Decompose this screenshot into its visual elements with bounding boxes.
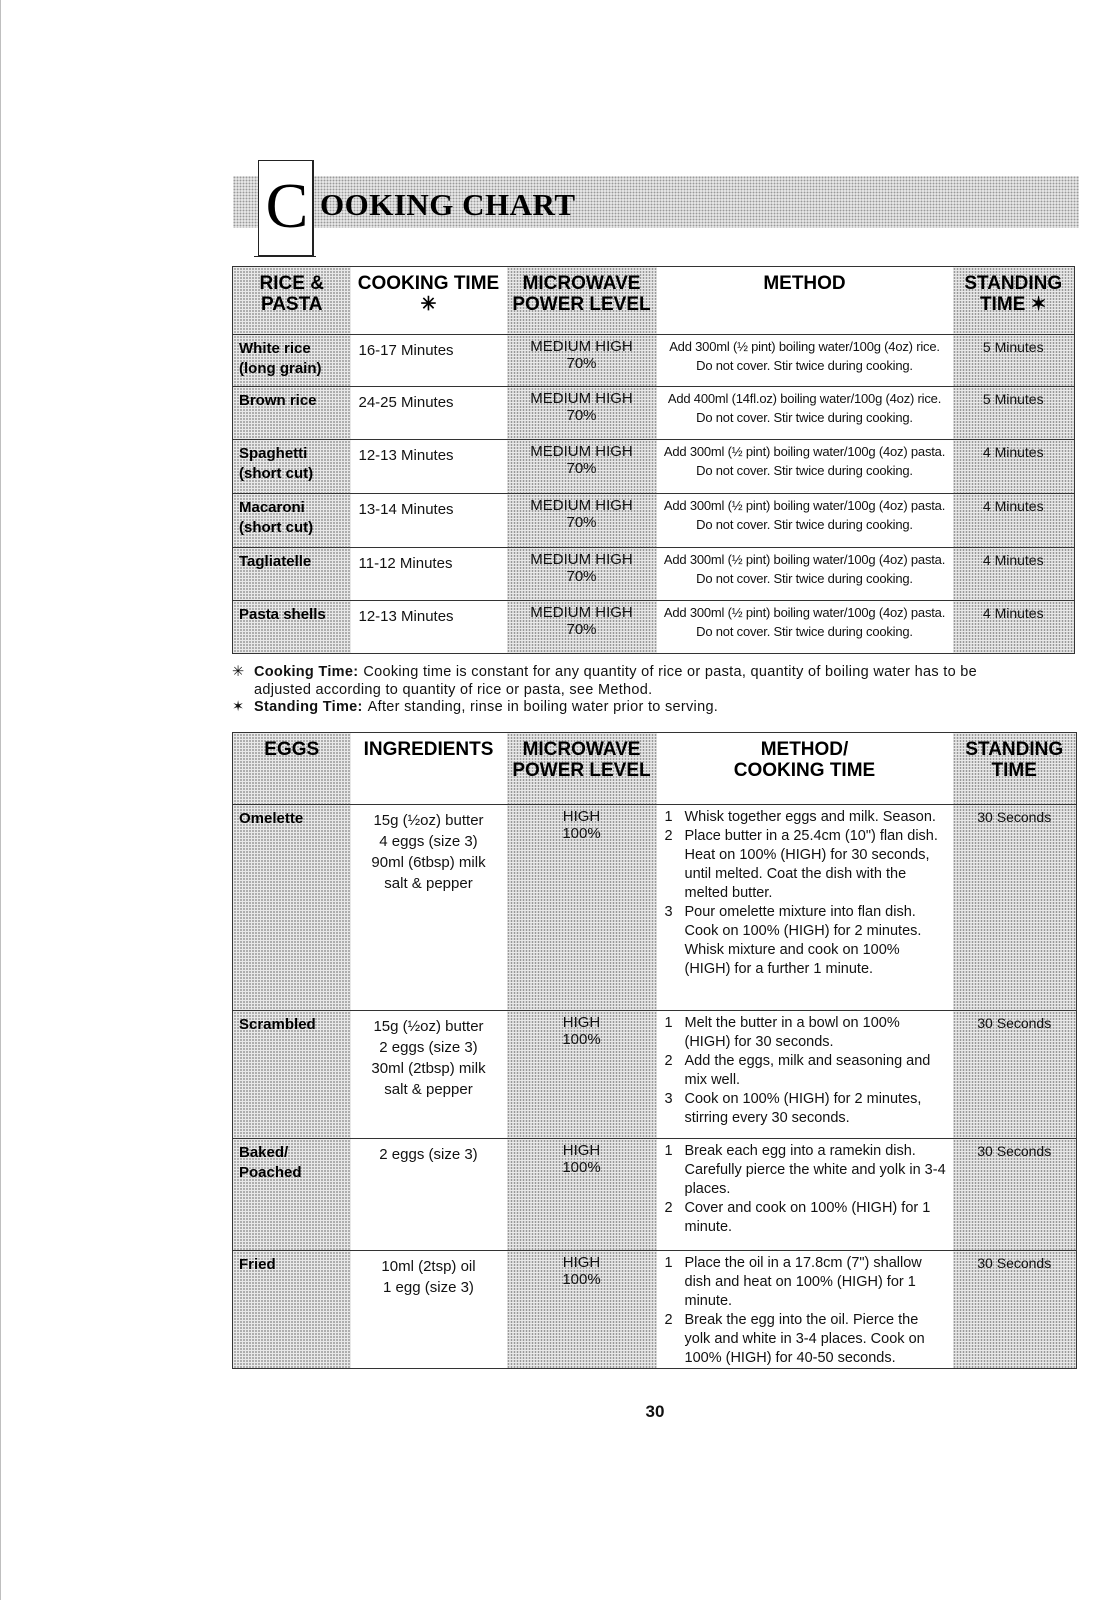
standing-time: 4 Minutes [953, 440, 1075, 494]
standing-time-label: Standing Time: [254, 699, 363, 715]
method-steps [657, 805, 953, 1011]
standing-time: 5 Minutes [953, 387, 1075, 440]
method-step [665, 1254, 947, 1311]
table-row [233, 548, 1075, 601]
ingredients [351, 1011, 507, 1139]
star-icon: ✶ [232, 699, 245, 715]
eggs-table [232, 732, 1077, 1369]
method-step [665, 1199, 947, 1237]
method-text: Add 300ml (½ pint) boiling water/100g (4oz) pasta. Do not cover. Stir twice during cooking. [657, 548, 953, 601]
steps-list [657, 1011, 953, 1128]
step-number: 2 [664, 828, 673, 844]
page-title: OOKING CHART [320, 187, 576, 222]
power-level-percent: 70% [566, 514, 597, 531]
table-row [233, 387, 1075, 440]
step-text: Cook on 100% (HIGH) for 2 minutes, stirring every 30 seconds. [684, 1091, 922, 1126]
power-level-percent: 70% [566, 355, 597, 372]
cooking-time: 24-25 Minutes [351, 387, 507, 440]
header-ingredients: INGREDIENTS [363, 739, 494, 760]
step-number: 1 [664, 1143, 673, 1159]
power-level [507, 494, 657, 548]
cooking-time: 16-17 Minutes [351, 335, 507, 387]
asterisk-icon: ✳ [232, 664, 245, 680]
method-text: Add 300ml (½ pint) boiling water/100g (4oz) rice. Do not cover. Stir twice during cooking. [657, 335, 953, 387]
header-method-line2: COOKING TIME [733, 760, 876, 781]
step-number: 2 [664, 1312, 673, 1328]
food-name: Macaroni (short cut) [233, 494, 351, 548]
power-level [507, 1251, 657, 1369]
ingredient-item: 2 eggs (size 3) [379, 1039, 478, 1056]
table-row [233, 1011, 1077, 1139]
method-text: Add 300ml (½ pint) boiling water/100g (4oz) pasta. Do not cover. Stir twice during cooking. [657, 601, 953, 654]
standing-time: 30 Seconds [953, 1139, 1077, 1251]
title-initial: C [265, 170, 309, 241]
header-standing-time: STANDING TIME ✶ [953, 267, 1075, 335]
header-rice-pasta: RICE & PASTA [233, 267, 351, 335]
food-name: Omelette [233, 805, 351, 1011]
header-method-cooking-time [657, 733, 953, 805]
method-step [665, 1311, 947, 1368]
method-step [665, 808, 947, 827]
cooking-time: 12-13 Minutes [351, 440, 507, 494]
power-level-name: MEDIUM HIGH [530, 551, 633, 568]
ingredient-item: 2 eggs (size 3) [379, 1146, 478, 1163]
standing-time-text: After standing, rinse in boiling water prior to serving. [367, 699, 719, 715]
ingredient-item: salt & pepper [384, 1081, 473, 1098]
standing-time: 30 Seconds [953, 1011, 1077, 1139]
ingredients [351, 1251, 507, 1369]
power-level [507, 387, 657, 440]
method-text: Add 300ml (½ pint) boiling water/100g (4oz) pasta. Do not cover. Stir twice during cooking. [657, 440, 953, 494]
power-level-percent: 100% [562, 1031, 601, 1048]
table-row [233, 335, 1075, 387]
header-power-level: MICROWAVE POWER LEVEL [507, 267, 657, 335]
cooking-time: 12-13 Minutes [351, 601, 507, 654]
ingredient-item: 4 eggs (size 3) [379, 833, 478, 850]
scan-edge-line [0, 0, 1, 1600]
cooking-time: 13-14 Minutes [351, 494, 507, 548]
food-name: Tagliatelle [233, 548, 351, 601]
power-level-name: HIGH [562, 808, 601, 825]
table-row [233, 1139, 1077, 1251]
steps-list [657, 805, 953, 979]
ingredient-item: 90ml (6tbsp) milk [371, 854, 486, 871]
method-step [665, 1014, 947, 1052]
step-text: Place butter in a 25.4cm (10") flan dish. Heat on 100% (HIGH) for 30 seconds, until melted. Coat the dish with the melted butter. [684, 828, 938, 901]
method-step [665, 1142, 947, 1199]
footnotes [232, 664, 1082, 717]
standing-time: 4 Minutes [953, 494, 1075, 548]
method-text: Add 300ml (½ pint) boiling water/100g (4oz) pasta. Do not cover. Stir twice during cooking. [657, 494, 953, 548]
standing-time: 30 Seconds [953, 1251, 1077, 1369]
power-level [507, 335, 657, 387]
power-level [507, 548, 657, 601]
ingredient-item: 1 egg (size 3) [383, 1279, 474, 1296]
food-name: Spaghetti (short cut) [233, 440, 351, 494]
step-text: Cover and cook on 100% (HIGH) for 1 minute. [684, 1200, 931, 1235]
header-eggs: EGGS [233, 733, 351, 805]
header-power-level: MICROWAVE POWER LEVEL [507, 733, 657, 805]
header-method: METHOD [763, 273, 846, 294]
step-text: Break each egg into a ramekin dish. Carefully pierce the white and yolk in 3-4 places. [684, 1143, 946, 1197]
ingredient-item: 30ml (2tbsp) milk [371, 1060, 486, 1077]
power-level-name: HIGH [562, 1254, 601, 1271]
ingredient-item: 10ml (2tsp) oil [381, 1258, 476, 1275]
page-number: 30 [645, 1402, 665, 1421]
power-level-name: HIGH [562, 1014, 601, 1031]
cooking-time-note [232, 664, 1082, 682]
header-method-line1: METHOD/ [760, 739, 849, 760]
step-number: 3 [664, 904, 673, 920]
title-underline [254, 256, 316, 257]
food-name: Fried [233, 1251, 351, 1369]
food-name: Brown rice [233, 387, 351, 440]
food-name: Scrambled [233, 1011, 351, 1139]
power-level-percent: 100% [562, 1271, 601, 1288]
table-row [233, 601, 1075, 654]
power-level-name: MEDIUM HIGH [530, 390, 633, 407]
food-name: Baked/ Poached [233, 1139, 351, 1251]
rice-pasta-table [232, 266, 1075, 654]
header-cooking-time: COOKING TIME ✳ [357, 273, 500, 315]
standing-time-note [232, 699, 1082, 717]
method-step [665, 827, 947, 903]
standing-time: 5 Minutes [953, 335, 1075, 387]
cooking-time-text: Cooking time is constant for any quantity of rice or pasta, quantity of boiling water has to be [363, 664, 977, 680]
power-level-name: MEDIUM HIGH [530, 604, 633, 621]
step-number: 1 [664, 809, 673, 825]
power-level [507, 601, 657, 654]
method-steps [657, 1251, 953, 1369]
step-text: Whisk together eggs and milk. Season. [684, 809, 936, 825]
power-level-percent: 70% [566, 568, 597, 585]
ingredients [351, 1139, 507, 1251]
steps-list [657, 1251, 953, 1368]
method-steps [657, 1139, 953, 1251]
power-level [507, 1139, 657, 1251]
step-text: Break the egg into the oil. Pierce the yolk and white in 3-4 places. Cook on 100% (HIGH) for 40-50 seconds. [684, 1312, 925, 1366]
table-row [233, 494, 1075, 548]
power-level [507, 440, 657, 494]
table-row [233, 440, 1075, 494]
ingredients [351, 805, 507, 1011]
power-level [507, 805, 657, 1011]
ingredient-item: 15g (½oz) butter [373, 1018, 484, 1035]
food-name: Pasta shells [233, 601, 351, 654]
standing-time: 4 Minutes [953, 548, 1075, 601]
method-step [665, 1052, 947, 1090]
step-text: Melt the butter in a bowl on 100% (HIGH) for 30 seconds. [684, 1015, 900, 1050]
header-standing-time: STANDING TIME [953, 733, 1077, 805]
power-level-percent: 70% [566, 460, 597, 477]
step-text: Pour omelette mixture into flan dish. Cook on 100% (HIGH) for 2 minutes. Whisk mixture and cook on 100% (HIGH) for a further 1 minute. [684, 904, 922, 977]
cooking-time-label: Cooking Time: [254, 664, 359, 680]
steps-list [657, 1139, 953, 1237]
method-steps [657, 1011, 953, 1139]
table-row [233, 1251, 1077, 1369]
method-step [665, 903, 947, 979]
method-step [665, 1090, 947, 1128]
step-number: 3 [664, 1091, 673, 1107]
step-number: 1 [664, 1015, 673, 1031]
method-text: Add 400ml (14fl.oz) boiling water/100g (4oz) rice. Do not cover. Stir twice during cooking. [657, 387, 953, 440]
power-level-percent: 70% [566, 621, 597, 638]
step-text: Add the eggs, milk and seasoning and mix well. [684, 1053, 931, 1088]
cooking-time-text-continued: adjusted according to quantity of rice or pasta, see Method. [254, 681, 653, 698]
power-level-name: MEDIUM HIGH [530, 443, 633, 460]
ingredient-item: 15g (½oz) butter [373, 812, 484, 829]
power-level-percent: 100% [562, 1159, 601, 1176]
cooking-time: 11-12 Minutes [351, 548, 507, 601]
step-text: Place the oil in a 17.8cm (7") shallow dish and heat on 100% (HIGH) for 1 minute. [684, 1255, 922, 1309]
standing-time: 4 Minutes [953, 601, 1075, 654]
step-number: 2 [664, 1200, 673, 1216]
power-level-name: HIGH [562, 1142, 601, 1159]
step-number: 1 [664, 1255, 673, 1271]
power-level-name: MEDIUM HIGH [530, 497, 633, 514]
table-row [233, 805, 1077, 1011]
power-level-percent: 70% [566, 407, 597, 424]
power-level-name: MEDIUM HIGH [530, 338, 633, 355]
food-name: White rice (long grain) [233, 335, 351, 387]
power-level [507, 1011, 657, 1139]
ingredient-item: salt & pepper [384, 875, 473, 892]
power-level-percent: 100% [562, 825, 601, 842]
standing-time: 30 Seconds [953, 805, 1077, 1011]
step-number: 2 [664, 1053, 673, 1069]
